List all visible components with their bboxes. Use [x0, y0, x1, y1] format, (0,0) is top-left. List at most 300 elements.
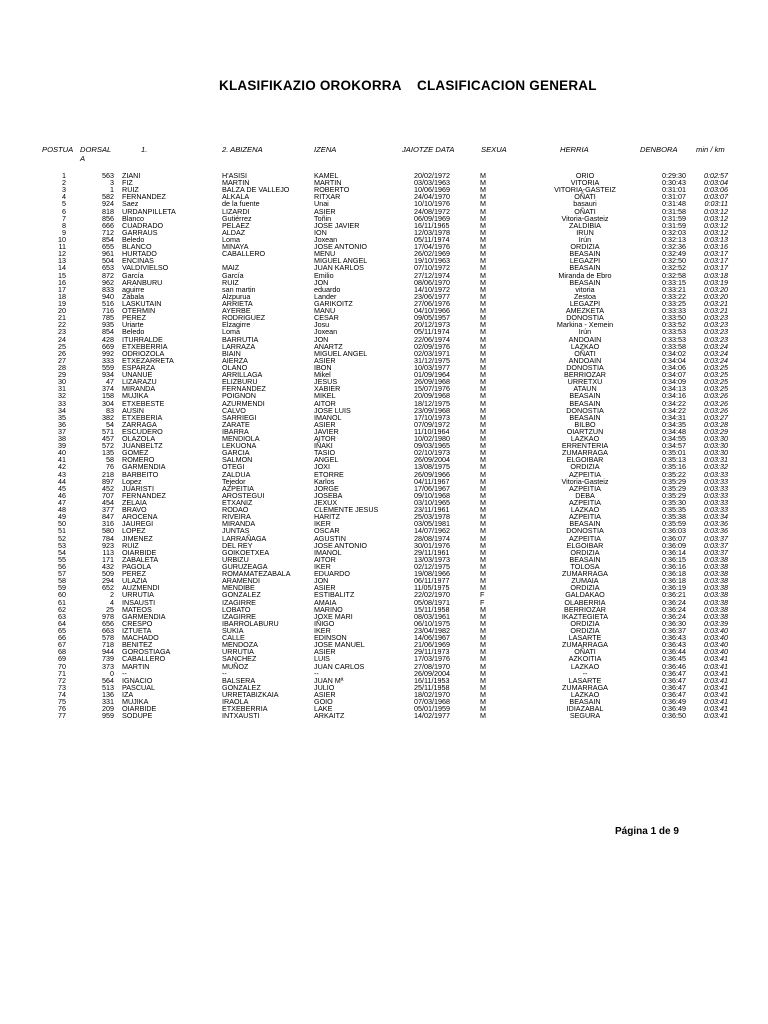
cell-position: 12: [58, 249, 66, 259]
cell-first-name: ASIER: [314, 689, 336, 699]
cell-pace: 0:03:12: [704, 220, 728, 230]
cell-dorsal: 847: [102, 512, 114, 522]
cell-first-name: AITOR: [314, 434, 336, 444]
results-table: [0, 172, 768, 719]
cell-time: 0:36:24: [662, 604, 686, 614]
cell-sex: M: [480, 569, 486, 579]
table-row: [0, 229, 768, 236]
cell-surname-1: MATEOS: [122, 604, 152, 614]
header-postua: POSTUA: [42, 145, 74, 154]
cell-surname-1: ZELAIA: [122, 498, 147, 508]
table-row: [0, 527, 768, 534]
header-abizena1: 1.: [141, 145, 148, 154]
cell-town: vitoria: [575, 284, 595, 294]
cell-birth-date: 03/05/1981: [414, 519, 450, 529]
cell-surname-2: GONZALEZ: [222, 682, 261, 692]
cell-surname-2: OLANO: [222, 362, 248, 372]
cell-pace: 0:03:07: [704, 192, 728, 202]
cell-surname-2: Loma: [222, 327, 240, 337]
cell-birth-date: 27/08/1970: [414, 661, 450, 671]
cell-time: 0:36:19: [662, 583, 686, 593]
cell-town: ELGOIBAR: [566, 540, 604, 550]
cell-surname-2: LOBATO: [222, 604, 251, 614]
cell-surname-1: JUARISTI: [122, 483, 154, 493]
cell-pace: 0:03:25: [704, 377, 728, 387]
cell-town: --: [582, 668, 588, 678]
cell-birth-date: 05/01/1959: [414, 704, 450, 714]
cell-pace: 0:03:25: [704, 370, 728, 380]
cell-surname-1: GARMENDIA: [122, 462, 166, 472]
cell-dorsal: 992: [102, 348, 114, 358]
cell-time: 0:36:24: [662, 597, 686, 607]
cell-surname-1: ESCUDERO: [122, 426, 163, 436]
cell-surname-1: ETXEBERIA: [122, 412, 163, 422]
cell-pace: 0:03:33: [704, 498, 728, 508]
cell-time: 0:32:52: [662, 263, 686, 273]
cell-first-name: EDUARDO: [314, 569, 350, 579]
cell-sex: M: [480, 562, 486, 572]
cell-position: 31: [58, 384, 66, 394]
cell-time: 0:36:47: [662, 682, 686, 692]
cell-pace: 0:03:20: [704, 291, 728, 301]
cell-position: 21: [58, 313, 66, 323]
cell-surname-2: ARAMENDI: [222, 576, 260, 586]
cell-birth-date: 01/09/1964: [414, 370, 450, 380]
cell-position: 76: [58, 704, 66, 714]
cell-birth-date: 26/09/2004: [414, 668, 450, 678]
cell-time: 0:31:48: [662, 199, 686, 209]
cell-town: ORDIZIA: [570, 242, 600, 252]
cell-surname-2: AZURMENDI: [222, 398, 265, 408]
cell-first-name: CESAR: [314, 313, 339, 323]
cell-birth-date: 31/12/1975: [414, 355, 450, 365]
cell-surname-2: ARRILLAGA: [222, 370, 263, 380]
cell-sex: M: [480, 234, 486, 244]
cell-birth-date: 09/03/1965: [414, 441, 450, 451]
cell-surname-1: LOPEZ: [122, 526, 146, 536]
cell-position: 50: [58, 519, 66, 529]
cell-time: 0:36:37: [662, 626, 686, 635]
cell-first-name: JOXI: [314, 462, 330, 472]
cell-time: 0:36:47: [662, 689, 686, 699]
cell-time: 0:34:57: [662, 441, 686, 451]
cell-time: 0:33:58: [662, 341, 686, 351]
table-row: [0, 364, 768, 371]
cell-dorsal: 653: [102, 263, 114, 273]
cell-position: 29: [58, 370, 66, 380]
cell-position: 63: [58, 611, 66, 621]
cell-sex: M: [480, 327, 486, 337]
cell-pace: 0:03:30: [704, 434, 728, 444]
cell-time: 0:36:47: [662, 675, 686, 685]
cell-first-name: ARKAITZ: [314, 711, 345, 721]
cell-dorsal: 652: [102, 583, 114, 593]
cell-sex: M: [480, 227, 486, 237]
cell-sex: M: [480, 277, 486, 287]
cell-pace: 0:03:23: [704, 334, 728, 344]
cell-surname-2: MUÑOZ: [222, 661, 249, 671]
cell-pace: 0:03:37: [704, 533, 728, 543]
table-row: [0, 350, 768, 357]
cell-town: AZKOITIA: [568, 654, 602, 664]
cell-first-name: IMANOL: [314, 412, 342, 422]
cell-position: 17: [58, 284, 66, 294]
cell-dorsal: 707: [102, 490, 114, 500]
cell-pace: 0:03:38: [704, 590, 728, 600]
cell-sex: M: [480, 455, 486, 465]
cell-birth-date: 03/10/1965: [414, 498, 450, 508]
cell-position: 16: [58, 277, 66, 287]
cell-position: 48: [58, 505, 66, 515]
cell-surname-1: URRUTIA: [122, 590, 154, 600]
cell-surname-2: ETXEBERRIA: [222, 704, 268, 714]
table-row: [0, 663, 768, 670]
table-row: [0, 641, 768, 648]
cell-time: 0:34:06: [662, 362, 686, 372]
cell-town: ORDIZIA: [570, 618, 600, 628]
cell-town: LAZKAO: [570, 689, 600, 699]
cell-time: 0:36:14: [662, 547, 686, 557]
cell-town: LEGAZPI: [569, 298, 601, 308]
cell-birth-date: 14/02/1977: [414, 711, 450, 721]
cell-sex: M: [480, 689, 486, 699]
table-row: [0, 371, 768, 378]
cell-first-name: JOXE MARI: [314, 611, 353, 621]
cell-surname-1: VALDIVIELSO: [122, 263, 169, 273]
cell-sex: M: [480, 640, 486, 650]
cell-birth-date: 17/03/1976: [414, 654, 450, 664]
cell-birth-date: 28/08/1974: [414, 533, 450, 543]
cell-pace: 0:03:37: [704, 547, 728, 557]
cell-position: 47: [58, 498, 66, 508]
cell-sex: M: [480, 654, 486, 664]
cell-pace: 0:03:40: [704, 633, 728, 643]
cell-sex: M: [480, 583, 486, 593]
cell-sex: M: [480, 391, 486, 401]
cell-position: 72: [58, 675, 66, 685]
cell-pace: 0:03:41: [704, 689, 728, 699]
cell-first-name: GOIO: [314, 697, 333, 707]
cell-pace: 0:03:16: [704, 242, 728, 252]
cell-first-name: JOSE JAVIER: [314, 220, 360, 230]
cell-dorsal: 218: [102, 469, 114, 479]
cell-surname-1: RUIZ: [122, 540, 139, 550]
cell-pace: 0:03:41: [704, 704, 728, 714]
cell-time: 0:34:09: [662, 377, 686, 387]
cell-pace: 0:03:31: [704, 455, 728, 465]
cell-position: 22: [58, 320, 66, 330]
cell-pace: 0:03:40: [704, 647, 728, 657]
cell-surname-2: AZPEITIA: [222, 483, 254, 493]
cell-pace: 0:03:38: [704, 583, 728, 593]
cell-pace: 0:03:21: [704, 298, 728, 308]
cell-dorsal: 716: [102, 306, 114, 316]
cell-sex: F: [480, 590, 485, 600]
table-row: [0, 677, 768, 684]
cell-dorsal: 669: [102, 341, 114, 351]
table-row: [0, 293, 768, 300]
cell-surname-2: PELAEZ: [222, 220, 250, 230]
cell-sex: M: [480, 462, 486, 472]
cell-town: ZUMARRAGA: [562, 640, 608, 650]
cell-time: 0:33:22: [662, 291, 686, 301]
cell-sex: M: [480, 668, 486, 678]
cell-town: OLABERRIA: [564, 597, 606, 607]
cell-time: 0:36:43: [662, 633, 686, 643]
cell-town: LAZKAO: [570, 341, 600, 351]
cell-time: 0:33:15: [662, 277, 686, 287]
cell-surname-2: Alzpurua: [222, 291, 251, 301]
cell-town: Miranda de Ebro: [558, 270, 612, 280]
cell-time: 0:31:59: [662, 220, 686, 230]
cell-surname-2: URRUTIA: [222, 647, 254, 657]
table-row: [0, 328, 768, 335]
cell-sex: M: [480, 626, 486, 635]
cell-pace: 0:03:41: [704, 697, 728, 707]
cell-town: ANDOAIN: [568, 355, 602, 365]
cell-surname-2: CABALLERO: [222, 249, 266, 259]
table-row: [0, 471, 768, 478]
cell-dorsal: 563: [102, 171, 114, 180]
table-row: [0, 208, 768, 215]
cell-birth-date: 17/04/1976: [414, 242, 450, 252]
cell-birth-date: 10/10/1976: [414, 199, 450, 209]
cell-position: 9: [62, 227, 66, 237]
cell-time: 0:30:43: [662, 178, 686, 188]
cell-sex: M: [480, 505, 486, 515]
cell-pace: 0:03:12: [704, 213, 728, 223]
cell-sex: M: [480, 320, 486, 330]
cell-surname-2: MIRANDA: [222, 519, 256, 529]
cell-first-name: IBON: [314, 362, 332, 372]
cell-surname-2: MARTIN: [222, 178, 250, 188]
cell-birth-date: 09/05/1957: [414, 313, 450, 323]
cell-first-name: JOSEBA: [314, 490, 343, 500]
cell-dorsal: 656: [102, 618, 114, 628]
cell-sex: M: [480, 441, 486, 451]
cell-first-name: AITOR: [314, 554, 336, 564]
cell-first-name: XABIER: [314, 384, 341, 394]
cell-first-name: Josu: [314, 320, 330, 330]
cell-birth-date: 05/11/1974: [414, 327, 450, 337]
cell-dorsal: 513: [102, 682, 114, 692]
cell-first-name: CLEMENTE JESUS: [314, 505, 379, 515]
cell-birth-date: 07/03/1968: [414, 697, 450, 707]
cell-first-name: ASIER: [314, 647, 336, 657]
table-row: [0, 655, 768, 662]
cell-first-name: JOSE MANUEL: [314, 640, 365, 650]
cell-birth-date: 14/06/1967: [414, 633, 450, 643]
cell-birth-date: 02/09/1976: [414, 341, 450, 351]
cell-sex: M: [480, 256, 486, 266]
cell-dorsal: 54: [106, 419, 114, 429]
table-row: [0, 385, 768, 392]
table-row: [0, 400, 768, 407]
cell-surname-1: AROCENA: [122, 512, 158, 522]
cell-pace: 0:03:41: [704, 711, 728, 721]
cell-dorsal: 158: [102, 391, 114, 401]
table-row: [0, 279, 768, 286]
cell-position: 58: [58, 576, 66, 586]
cell-pace: 0:03:11: [704, 199, 728, 209]
header-abizena2: 2. ABIZENA: [222, 145, 263, 154]
cell-town: ORDIZIA: [570, 547, 600, 557]
cell-time: 0:36:46: [662, 661, 686, 671]
cell-surname-1: RUIZ: [122, 185, 139, 195]
cell-position: 10: [58, 234, 66, 244]
cell-sex: M: [480, 633, 486, 643]
cell-birth-date: 02/12/1975: [414, 562, 450, 572]
cell-first-name: ETORRE: [314, 469, 344, 479]
cell-first-name: HARITZ: [314, 512, 340, 522]
cell-birth-date: 02/10/1973: [414, 448, 450, 458]
cell-surname-1: SODUPE: [122, 711, 153, 721]
cell-first-name: Mikel: [314, 370, 331, 380]
cell-surname-2: GURUZEAGA: [222, 562, 268, 572]
cell-time: 0:36:24: [662, 611, 686, 621]
cell-birth-date: 29/11/1973: [414, 647, 450, 657]
cell-position: 52: [58, 533, 66, 543]
cell-pace: 0:03:25: [704, 384, 728, 394]
cell-position: 13: [58, 256, 66, 266]
cell-sex: M: [480, 576, 486, 586]
cell-pace: 0:03:36: [704, 526, 728, 536]
cell-pace: 0:03:38: [704, 597, 728, 607]
cell-town: ELGOIBAR: [566, 455, 604, 465]
cell-position: 62: [58, 604, 66, 614]
cell-dorsal: 373: [102, 661, 114, 671]
cell-surname-1: BRAVO: [122, 505, 147, 515]
cell-surname-1: JUANBELTZ: [122, 441, 163, 451]
cell-surname-2: DEL REY: [222, 540, 253, 550]
cell-pace: 0:03:33: [704, 483, 728, 493]
cell-town: SEGURA: [569, 711, 601, 721]
cell-pace: 0:03:38: [704, 569, 728, 579]
cell-surname-2: IBARRA: [222, 426, 249, 436]
cell-birth-date: 16/11/1965: [414, 220, 450, 230]
cell-surname-1: URDANPILLETA: [122, 206, 176, 216]
cell-town: BEASAIN: [569, 249, 601, 259]
cell-sex: M: [480, 412, 486, 422]
cell-dorsal: 666: [102, 220, 114, 230]
table-row: [0, 272, 768, 279]
cell-first-name: OSCAR: [314, 526, 340, 536]
table-row: [0, 222, 768, 229]
cell-time: 0:36:07: [662, 533, 686, 543]
cell-birth-date: 10/06/1969: [414, 185, 450, 195]
cell-position: 2: [62, 178, 66, 188]
cell-pace: 0:03:40: [704, 626, 728, 635]
cell-dorsal: 712: [102, 227, 114, 237]
cell-surname-2: CALVO: [222, 405, 246, 415]
cell-town: ZUMARRAGA: [562, 448, 608, 458]
cell-sex: M: [480, 426, 486, 436]
cell-first-name: Toñin: [314, 213, 332, 223]
cell-position: 11: [58, 242, 66, 252]
cell-town: AZPEITIA: [569, 512, 601, 522]
cell-surname-2: OTEGI: [222, 462, 245, 472]
cell-surname-2: ALKALA: [222, 192, 250, 202]
table-row: [0, 492, 768, 499]
cell-surname-2: GONZALEZ: [222, 590, 261, 600]
cell-dorsal: 304: [102, 398, 114, 408]
cell-sex: M: [480, 533, 486, 543]
cell-pace: 0:03:21: [704, 306, 728, 316]
cell-dorsal: 2: [110, 590, 114, 600]
cell-surname-1: GOROSTIAGA: [122, 647, 171, 657]
cell-surname-2: CALLE: [222, 633, 245, 643]
cell-surname-1: ETXEBESTE: [122, 398, 165, 408]
table-row: [0, 648, 768, 655]
cell-time: 0:33:33: [662, 306, 686, 316]
cell-birth-date: 18/12/1975: [414, 398, 450, 408]
cell-first-name: MARINO: [314, 604, 343, 614]
cell-town: Markina - Xemein: [556, 320, 614, 330]
cell-surname-1: MUJIKA: [122, 697, 149, 707]
cell-dorsal: 76: [106, 462, 114, 472]
cell-first-name: MIKEL: [314, 391, 336, 401]
cell-sex: M: [480, 384, 486, 394]
cell-position: 20: [58, 306, 66, 316]
cell-dorsal: 578: [102, 633, 114, 643]
cell-first-name: ASIER: [314, 355, 336, 365]
cell-pace: 0:03:25: [704, 362, 728, 372]
cell-sex: M: [480, 498, 486, 508]
table-row: [0, 684, 768, 691]
cell-town: LASARTE: [568, 675, 602, 685]
cell-surname-2: --: [222, 668, 227, 678]
cell-time: 0:33:25: [662, 298, 686, 308]
cell-dorsal: 935: [102, 320, 114, 330]
cell-dorsal: 432: [102, 562, 114, 572]
cell-position: 38: [58, 434, 66, 444]
cell-sex: M: [480, 263, 486, 273]
cell-sex: M: [480, 540, 486, 550]
cell-time: 0:36:50: [662, 711, 686, 721]
cell-time: 0:36:18: [662, 576, 686, 586]
cell-position: 64: [58, 618, 66, 628]
cell-town: ZUMARRAGA: [562, 682, 608, 692]
cell-surname-2: URRETABIZKAIA: [222, 689, 279, 699]
cell-surname-2: LARRAÑAGA: [222, 533, 267, 543]
table-row: [0, 264, 768, 271]
cell-town: OIARTZUN: [566, 426, 604, 436]
cell-dorsal: 516: [102, 298, 114, 308]
cell-pace: 0:03:33: [704, 490, 728, 500]
cell-dorsal: 923: [102, 540, 114, 550]
cell-pace: 0:03:32: [704, 462, 728, 472]
cell-town: ORIO: [575, 171, 595, 180]
cell-dorsal: 897: [102, 476, 114, 486]
cell-surname-1: ROMERO: [122, 455, 155, 465]
cell-pace: 0:03:33: [704, 476, 728, 486]
cell-town: ORDIZIA: [570, 462, 600, 472]
cell-birth-date: 19/10/1963: [414, 256, 450, 266]
cell-surname-2: Gutiérrez: [222, 213, 252, 223]
cell-pace: 0:03:04: [704, 178, 728, 188]
cell-time: 0:36:43: [662, 640, 686, 650]
cell-time: 0:32:49: [662, 249, 686, 259]
table-row: [0, 200, 768, 207]
cell-pace: 0:03:37: [704, 540, 728, 550]
cell-position: 18: [58, 291, 66, 301]
cell-sex: M: [480, 213, 486, 223]
cell-town: BEASAIN: [569, 263, 601, 273]
cell-dorsal: 25: [106, 604, 114, 614]
cell-town: ZUMAIA: [571, 576, 599, 586]
cell-town: LASARTE: [568, 633, 602, 643]
cell-first-name: Joxean: [314, 327, 338, 337]
